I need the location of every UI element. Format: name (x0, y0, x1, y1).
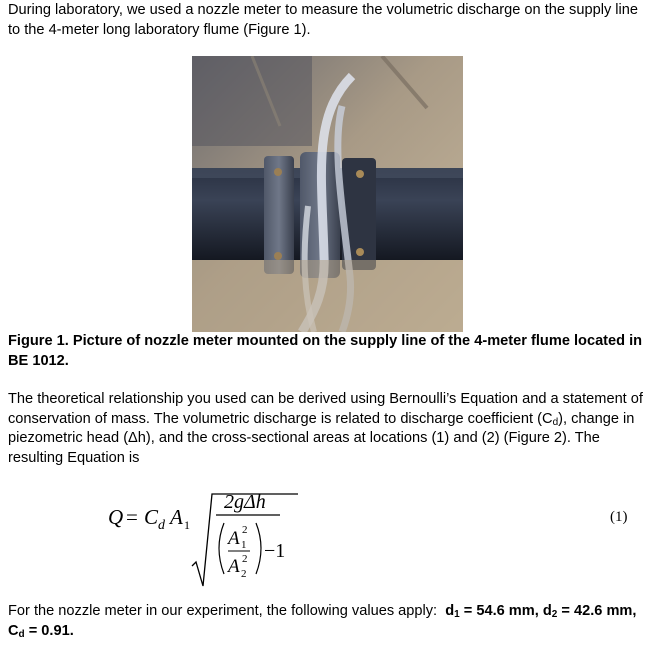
eq-lhs: Q (108, 505, 124, 529)
eq-coef-sub: d (158, 518, 165, 533)
eq-ratio-num: A (228, 528, 240, 549)
eq-ratio-den-power: 2 (242, 553, 248, 565)
discharge-equation (100, 478, 400, 590)
d1-value: $d_1 = 54.6$ mm, (445, 603, 543, 620)
eq-numerator: 2gΔh (224, 491, 266, 513)
eq-coef: C (144, 505, 159, 529)
intro-paragraph: During laboratory, we used a nozzle meter to measure the volumetric discharge on the supply line to the 4-meter long laboratory flume (Figure 1). (8, 2, 639, 38)
eq-right-paren (256, 523, 261, 574)
eq-ratio-den: A (228, 556, 240, 577)
theory-text-2: ), change in piezometric head (Δh), and the cross-sectional areas at locations (1) and (2) (Figure 2). The resulting Equation is (8, 410, 635, 466)
eq-ratio-den-sub: 2 (241, 568, 247, 580)
theory-text-1: The theoretical relationship you used can be derived using Bernoulli’s Equation and a statement of conservation of mass. The volumetric discharge is related to discharge coefficient (C (8, 391, 643, 427)
d2-value: $d_2 = 42.6$ mm, (542, 603, 637, 620)
eq-equals: = (126, 505, 138, 529)
eq-area: A (170, 505, 183, 529)
cd-subscript: d (552, 416, 559, 428)
theory-paragraph (8, 390, 650, 468)
cd-value: $C_d = 0.91$. (8, 622, 74, 640)
nozzle-meter-photo (192, 56, 463, 332)
eq-minus-one: −1 (264, 540, 286, 562)
eq-area-sub: 1 (184, 518, 190, 532)
eq-left-paren (219, 523, 224, 574)
equation-number: (1) (610, 509, 628, 525)
eq-ratio-num-sub: 1 (241, 539, 247, 551)
values-paragraph (8, 602, 650, 641)
nozzle-meter-illustration (192, 56, 463, 332)
eq-ratio-num-power: 2 (242, 524, 248, 536)
figure-caption: Figure 1. Picture of nozzle meter mounted on the supply line of the 4-meter flume located in BE 1012. (8, 333, 643, 369)
values-lead: For the nozzle meter in our experiment, the following values apply: (8, 603, 438, 619)
